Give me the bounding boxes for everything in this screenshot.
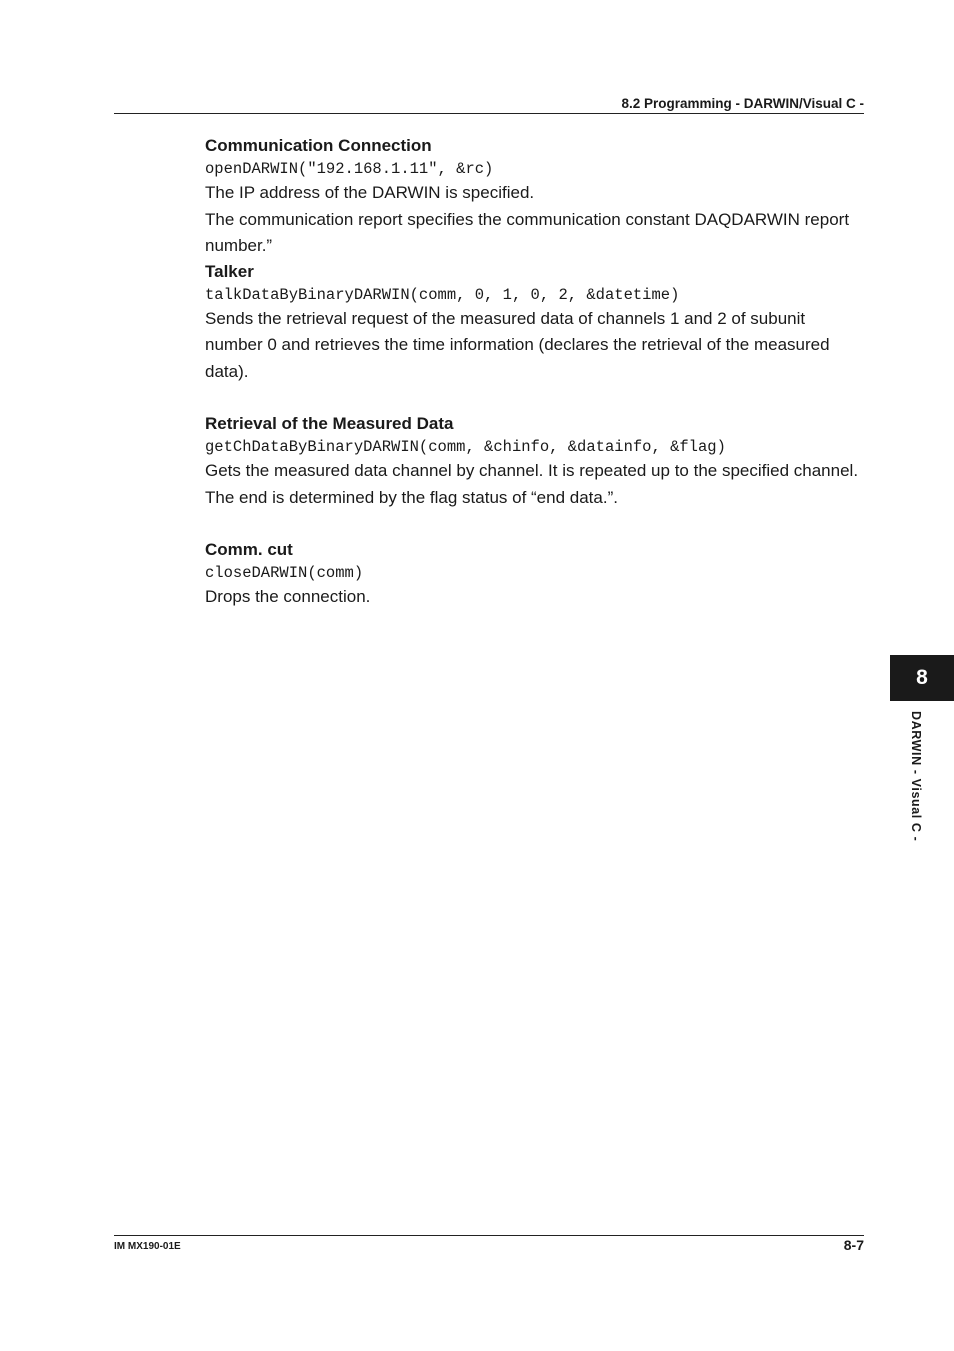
section-heading: Communication Connection: [205, 136, 432, 155]
section-spacer: [205, 511, 865, 538]
section-heading: Talker: [205, 261, 254, 281]
section-spacer: [205, 385, 865, 412]
section-talker: [205, 260, 865, 386]
paragraph: The communication report specifies the communication constant DAQDARWIN report number.”: [205, 209, 850, 255]
paragraph: The end is determined by the flag status of “end data.”.: [205, 487, 618, 507]
code-line: openDARWIN("192.168.1.11", &rc): [205, 160, 494, 178]
paragraph: Sends the retrieval request of the measured data of channels 1 and 2 of subunit number 0 and retrieves the time information (declares the retrieval of the measured data).: [205, 308, 830, 381]
paragraph: The IP address of the DARWIN is specified.: [205, 183, 535, 202]
section-heading: Retrieval of the Measured Data: [205, 414, 454, 433]
code-line: getChDataByBinaryDARWIN(comm, &chinfo, &datainfo, &flag): [205, 438, 726, 456]
chapter-side-title: DARWIN - Visual C -: [909, 711, 923, 842]
code-line: talkDataByBinaryDARWIN(comm, 0, 1, 0, 2, &datetime): [205, 285, 680, 304]
page-number: 8-7: [843, 1237, 864, 1253]
footer-rule: [114, 1235, 864, 1236]
document-id: IM MX190-01E: [114, 1241, 181, 1252]
chapter-number: 8: [916, 666, 928, 689]
header-rule: [114, 113, 864, 114]
code-line: closeDARWIN(comm): [205, 564, 364, 582]
paragraph: Gets the measured data channel by channel. It is repeated up to the specified channel.: [205, 461, 859, 480]
paragraph: Drops the connection.: [205, 587, 371, 606]
running-header: 8.2 Programming - DARWIN/Visual C -: [621, 96, 864, 111]
page-content: [205, 134, 865, 611]
chapter-tab: [890, 655, 954, 701]
section-heading: Comm. cut: [205, 540, 293, 559]
section-communication-connection: [205, 134, 865, 260]
section-retrieval: [205, 412, 865, 511]
section-comm-cut: [205, 538, 865, 611]
